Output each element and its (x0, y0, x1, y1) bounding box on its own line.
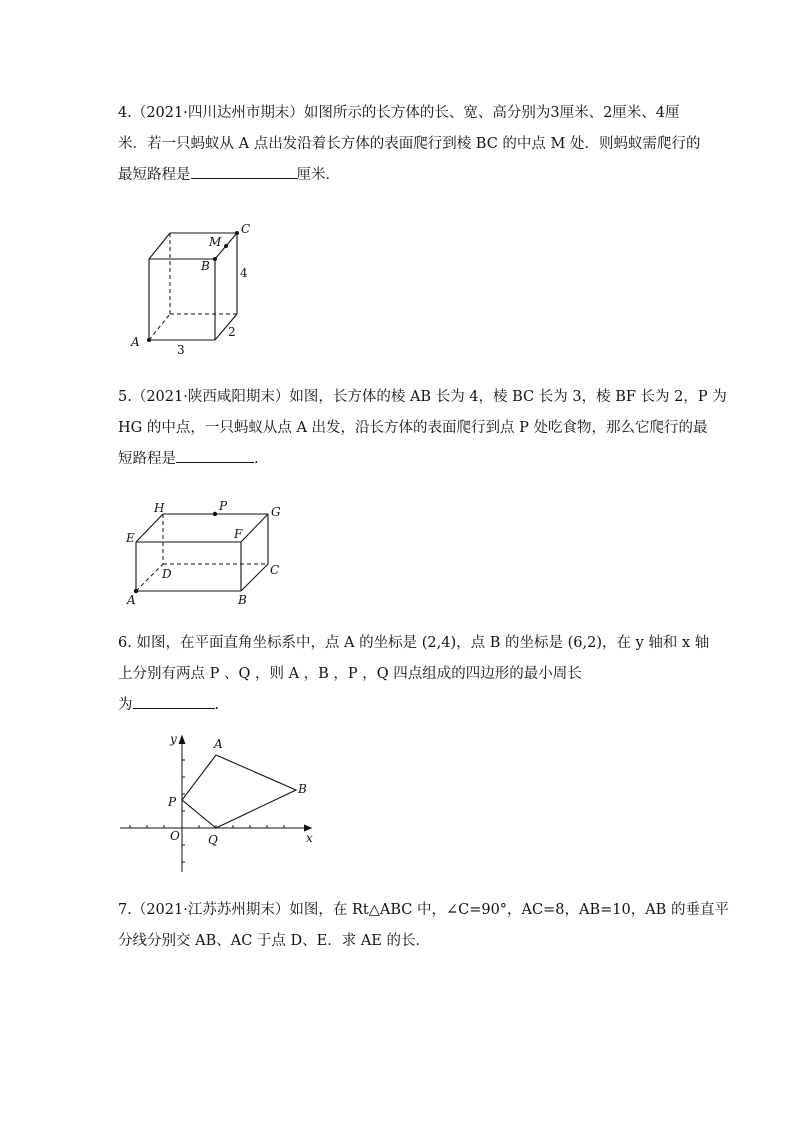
question-4 (118, 98, 701, 191)
q7-line-1: 7.（2021·江苏苏州期末）如图，在 Rt△ABC 中，∠C=90°，AC=8，AB=10，AB 的垂直平 (118, 902, 729, 918)
q5-line-3 (118, 444, 678, 475)
q6-line-2: 上分别有两点 P 、Q ，则 A ，B ，P ，Q 四点组成的四边形的最小周长 (118, 666, 582, 682)
question-6 (118, 628, 710, 721)
q4-label-A: A (131, 335, 140, 349)
q5-line-3-start: 短路程是 (118, 451, 176, 467)
q5-label-G: G (271, 505, 281, 519)
q6-coordinate-figure (118, 730, 328, 878)
q4-point-B (213, 257, 217, 261)
q5-point-P (213, 512, 217, 516)
q4-dim-height: 4 (240, 266, 248, 280)
q5-cuboid-figure (124, 500, 294, 608)
q4-line-3-start: 最短路程是 (118, 167, 191, 183)
q6-label-P: P (168, 795, 177, 809)
q5-label-A: A (127, 593, 136, 607)
q6-line-3 (118, 690, 678, 721)
q6-label-A: A (214, 737, 223, 751)
q5-label-F: F (234, 527, 243, 541)
q5-label-D: D (162, 567, 172, 581)
q6-label-x: x (306, 831, 313, 845)
q6-line-1: 6. 如图，在平面直角坐标系中，点 A 的坐标是 (2,4)，点 B 的坐标是 (6,2)，在 y 轴和 x 轴 (118, 635, 710, 651)
q4-line-2: 米．若一只蚂蚁从 A 点出发沿着长方体的表面爬行到棱 BC 的中点 M 处．则蚂蚁需爬行的 (118, 136, 701, 152)
q6-label-y: y (170, 732, 177, 746)
q4-label-B: B (201, 259, 210, 273)
q6-label-O: O (170, 829, 180, 843)
q7-line-2: 分线分别交 AB、AC 于点 D、E．求 AE 的长． (118, 933, 431, 949)
q5-line-3-end: . (254, 451, 259, 467)
q5-label-C: C (270, 563, 280, 577)
q4-cuboid-figure (125, 222, 265, 357)
q6-line-3-end: . (214, 697, 220, 713)
q4-point-C (235, 231, 239, 235)
q5-label-E: E (126, 531, 135, 545)
q4-point-A (147, 338, 151, 342)
q5-line-2: HG 的中点，一只蚂蚁从点 A 出发，沿长方体的表面爬行到点 P 处吃食物，那么它爬行的最 (118, 420, 708, 436)
q4-dim-width: 2 (228, 325, 236, 339)
question-7 (118, 895, 729, 957)
q5-label-P: P (219, 499, 228, 513)
q4-answer-blank[interactable] (191, 162, 297, 179)
q4-line-1: 4.（2021·四川达州市期末）如图所示的长方体的长、宽、高分别为3厘米、2厘米、4厘 (118, 105, 680, 121)
q4-point-M (224, 244, 228, 248)
q4-dim-length: 3 (177, 343, 185, 357)
q6-line-3-start: 为 (118, 697, 133, 713)
question-5 (118, 382, 727, 475)
q5-label-H: H (154, 501, 165, 515)
q4-line-3 (118, 160, 678, 191)
q4-label-M: M (209, 235, 222, 249)
q4-label-C: C (241, 222, 251, 236)
q5-answer-blank[interactable] (176, 446, 254, 463)
q6-label-Q: Q (208, 833, 218, 847)
q6-label-B: B (298, 782, 307, 796)
q4-line-3-end: 厘米． (296, 167, 340, 183)
q5-line-1: 5.（2021·陕西咸阳期末）如图，长方体的棱 AB 长为 4，棱 BC 长为 3，棱 BF 长为 2，P 为 (118, 389, 727, 405)
q5-label-B: B (238, 593, 247, 607)
q6-answer-blank[interactable] (133, 692, 215, 709)
q6-quadrilateral (182, 755, 296, 828)
